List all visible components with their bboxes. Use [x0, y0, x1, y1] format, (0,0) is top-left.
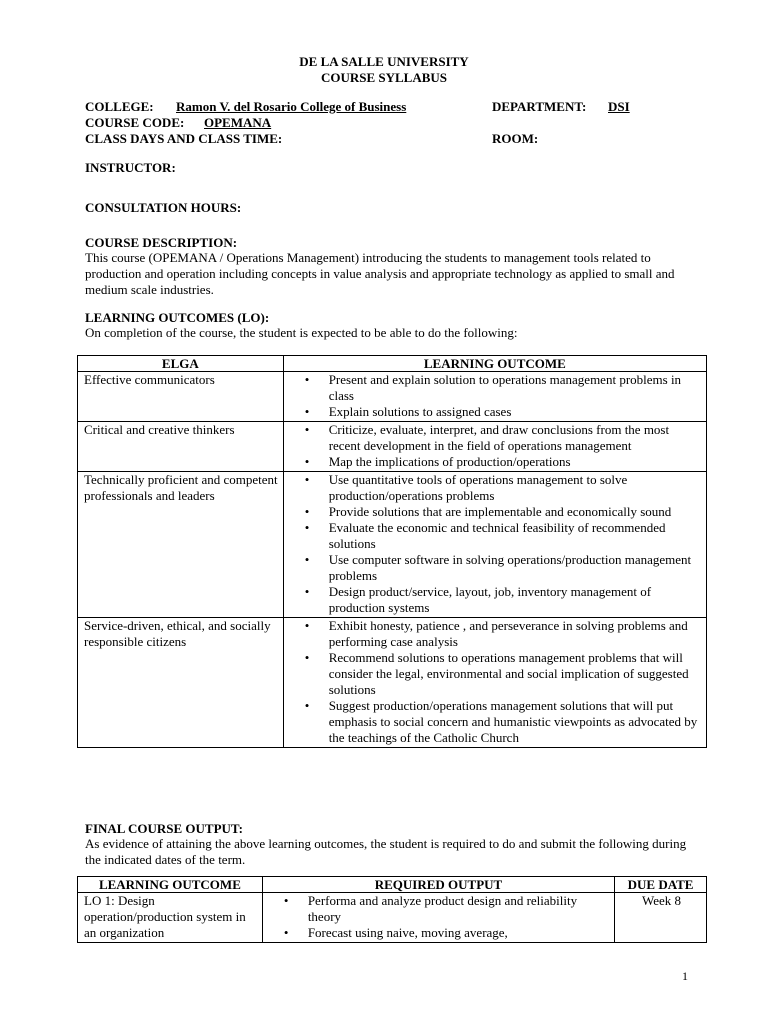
lo-cell: LO 1: Design operation/production system in an organization — [78, 893, 263, 943]
department-label: DEPARTMENT: — [492, 99, 587, 114]
table-row — [78, 472, 707, 618]
college-label: COLLEGE: — [85, 99, 154, 114]
course-description-text: This course (OPEMANA / Operations Management) introducing the students to management tools related to production and operation including concepts in value analysis and appropriate technology as applied to small and medium scale industries. — [85, 250, 675, 297]
elga-column-header: ELGA — [78, 356, 284, 372]
list-item: • Present and explain solution to operations management problems in class — [329, 372, 702, 404]
list-item: • Exhibit honesty, patience , and perseverance in solving problems and performing case analysis — [329, 618, 702, 650]
table-row — [78, 893, 707, 943]
learning-outcomes-table — [77, 355, 707, 748]
page-number: 1 — [682, 969, 688, 983]
list-item: • Map the implications of production/operations — [329, 454, 702, 470]
list-item: • Suggest production/operations management solutions that will put emphasis to social concern and humanistic viewpoints as advocated by the teachings of the Catholic Church — [329, 698, 702, 746]
learning-outcomes-intro: On completion of the course, the student is expected to be able to do the following: — [85, 325, 518, 340]
learning-outcome-column-header: LEARNING OUTCOME — [283, 356, 706, 372]
elga-cell: Service-driven, ethical, and socially responsible citizens — [78, 618, 284, 748]
lo-column-header: LEARNING OUTCOME — [78, 877, 263, 893]
due-date-column-header: DUE DATE — [615, 877, 707, 893]
department-value: DSI — [608, 99, 630, 114]
list-item: • Explain solutions to assigned cases — [329, 404, 702, 420]
list-item: • Criticize, evaluate, interpret, and draw conclusions from the most recent development in the field of operations management — [329, 422, 702, 454]
required-output-column-header: REQUIRED OUTPUT — [262, 877, 614, 893]
consultation-hours-label: CONSULTATION HOURS: — [85, 200, 242, 215]
university-name: DE LA SALLE UNIVERSITY — [299, 54, 469, 69]
required-output-list — [269, 893, 610, 941]
list-item: • Design product/service, layout, job, inventory management of production systems — [329, 584, 702, 616]
list-item: • Provide solutions that are implementable and economically sound — [329, 504, 702, 520]
table-row — [78, 372, 707, 422]
outcome-cell — [283, 472, 706, 618]
list-item: • Forecast using naive, moving average, — [308, 925, 610, 941]
course-code-label: COURSE CODE: — [85, 115, 185, 130]
learning-outcomes-heading: LEARNING OUTCOMES (LO): — [85, 310, 270, 325]
list-item: • Recommend solutions to operations management problems that will consider the legal, environmental and social implication of suggested solutions — [329, 650, 702, 698]
due-date-cell: Week 8 — [615, 893, 707, 943]
instructor-label: INSTRUCTOR: — [85, 160, 176, 175]
elga-cell: Effective communicators — [78, 372, 284, 422]
final-output-table — [77, 876, 707, 943]
required-output-cell — [262, 893, 614, 943]
course-description-heading: COURSE DESCRIPTION: — [85, 235, 238, 250]
list-item: • Use computer software in solving operations/production management problems — [329, 552, 702, 584]
course-code-value: OPEMANA — [204, 115, 272, 130]
list-item: • Performa and analyze product design and reliability theory — [308, 893, 610, 925]
elga-cell: Critical and creative thinkers — [78, 422, 284, 472]
list-item: • Use quantitative tools of operations management to solve production/operations problems — [329, 472, 702, 504]
outcome-list — [290, 372, 702, 420]
final-output-intro: As evidence of attaining the above learning outcomes, the student is required to do and submit the following during the indicated dates of the term. — [85, 836, 687, 867]
outcome-list — [290, 472, 702, 616]
table-row — [78, 422, 707, 472]
elga-cell: Technically proficient and competent professionals and leaders — [78, 472, 284, 618]
college-value: Ramon V. del Rosario College of Business — [176, 99, 407, 114]
document-title: COURSE SYLLABUS — [320, 70, 448, 85]
outcome-cell — [283, 422, 706, 472]
outcome-cell — [283, 618, 706, 748]
outcome-cell — [283, 372, 706, 422]
list-item: • Evaluate the economic and technical feasibility of recommended solutions — [329, 520, 702, 552]
class-days-label: CLASS DAYS AND CLASS TIME: — [85, 131, 283, 146]
final-output-heading: FINAL COURSE OUTPUT: — [85, 821, 243, 836]
outcome-list — [290, 422, 702, 470]
table-row — [78, 618, 707, 748]
outcome-list — [290, 618, 702, 746]
room-label: ROOM: — [492, 131, 539, 146]
